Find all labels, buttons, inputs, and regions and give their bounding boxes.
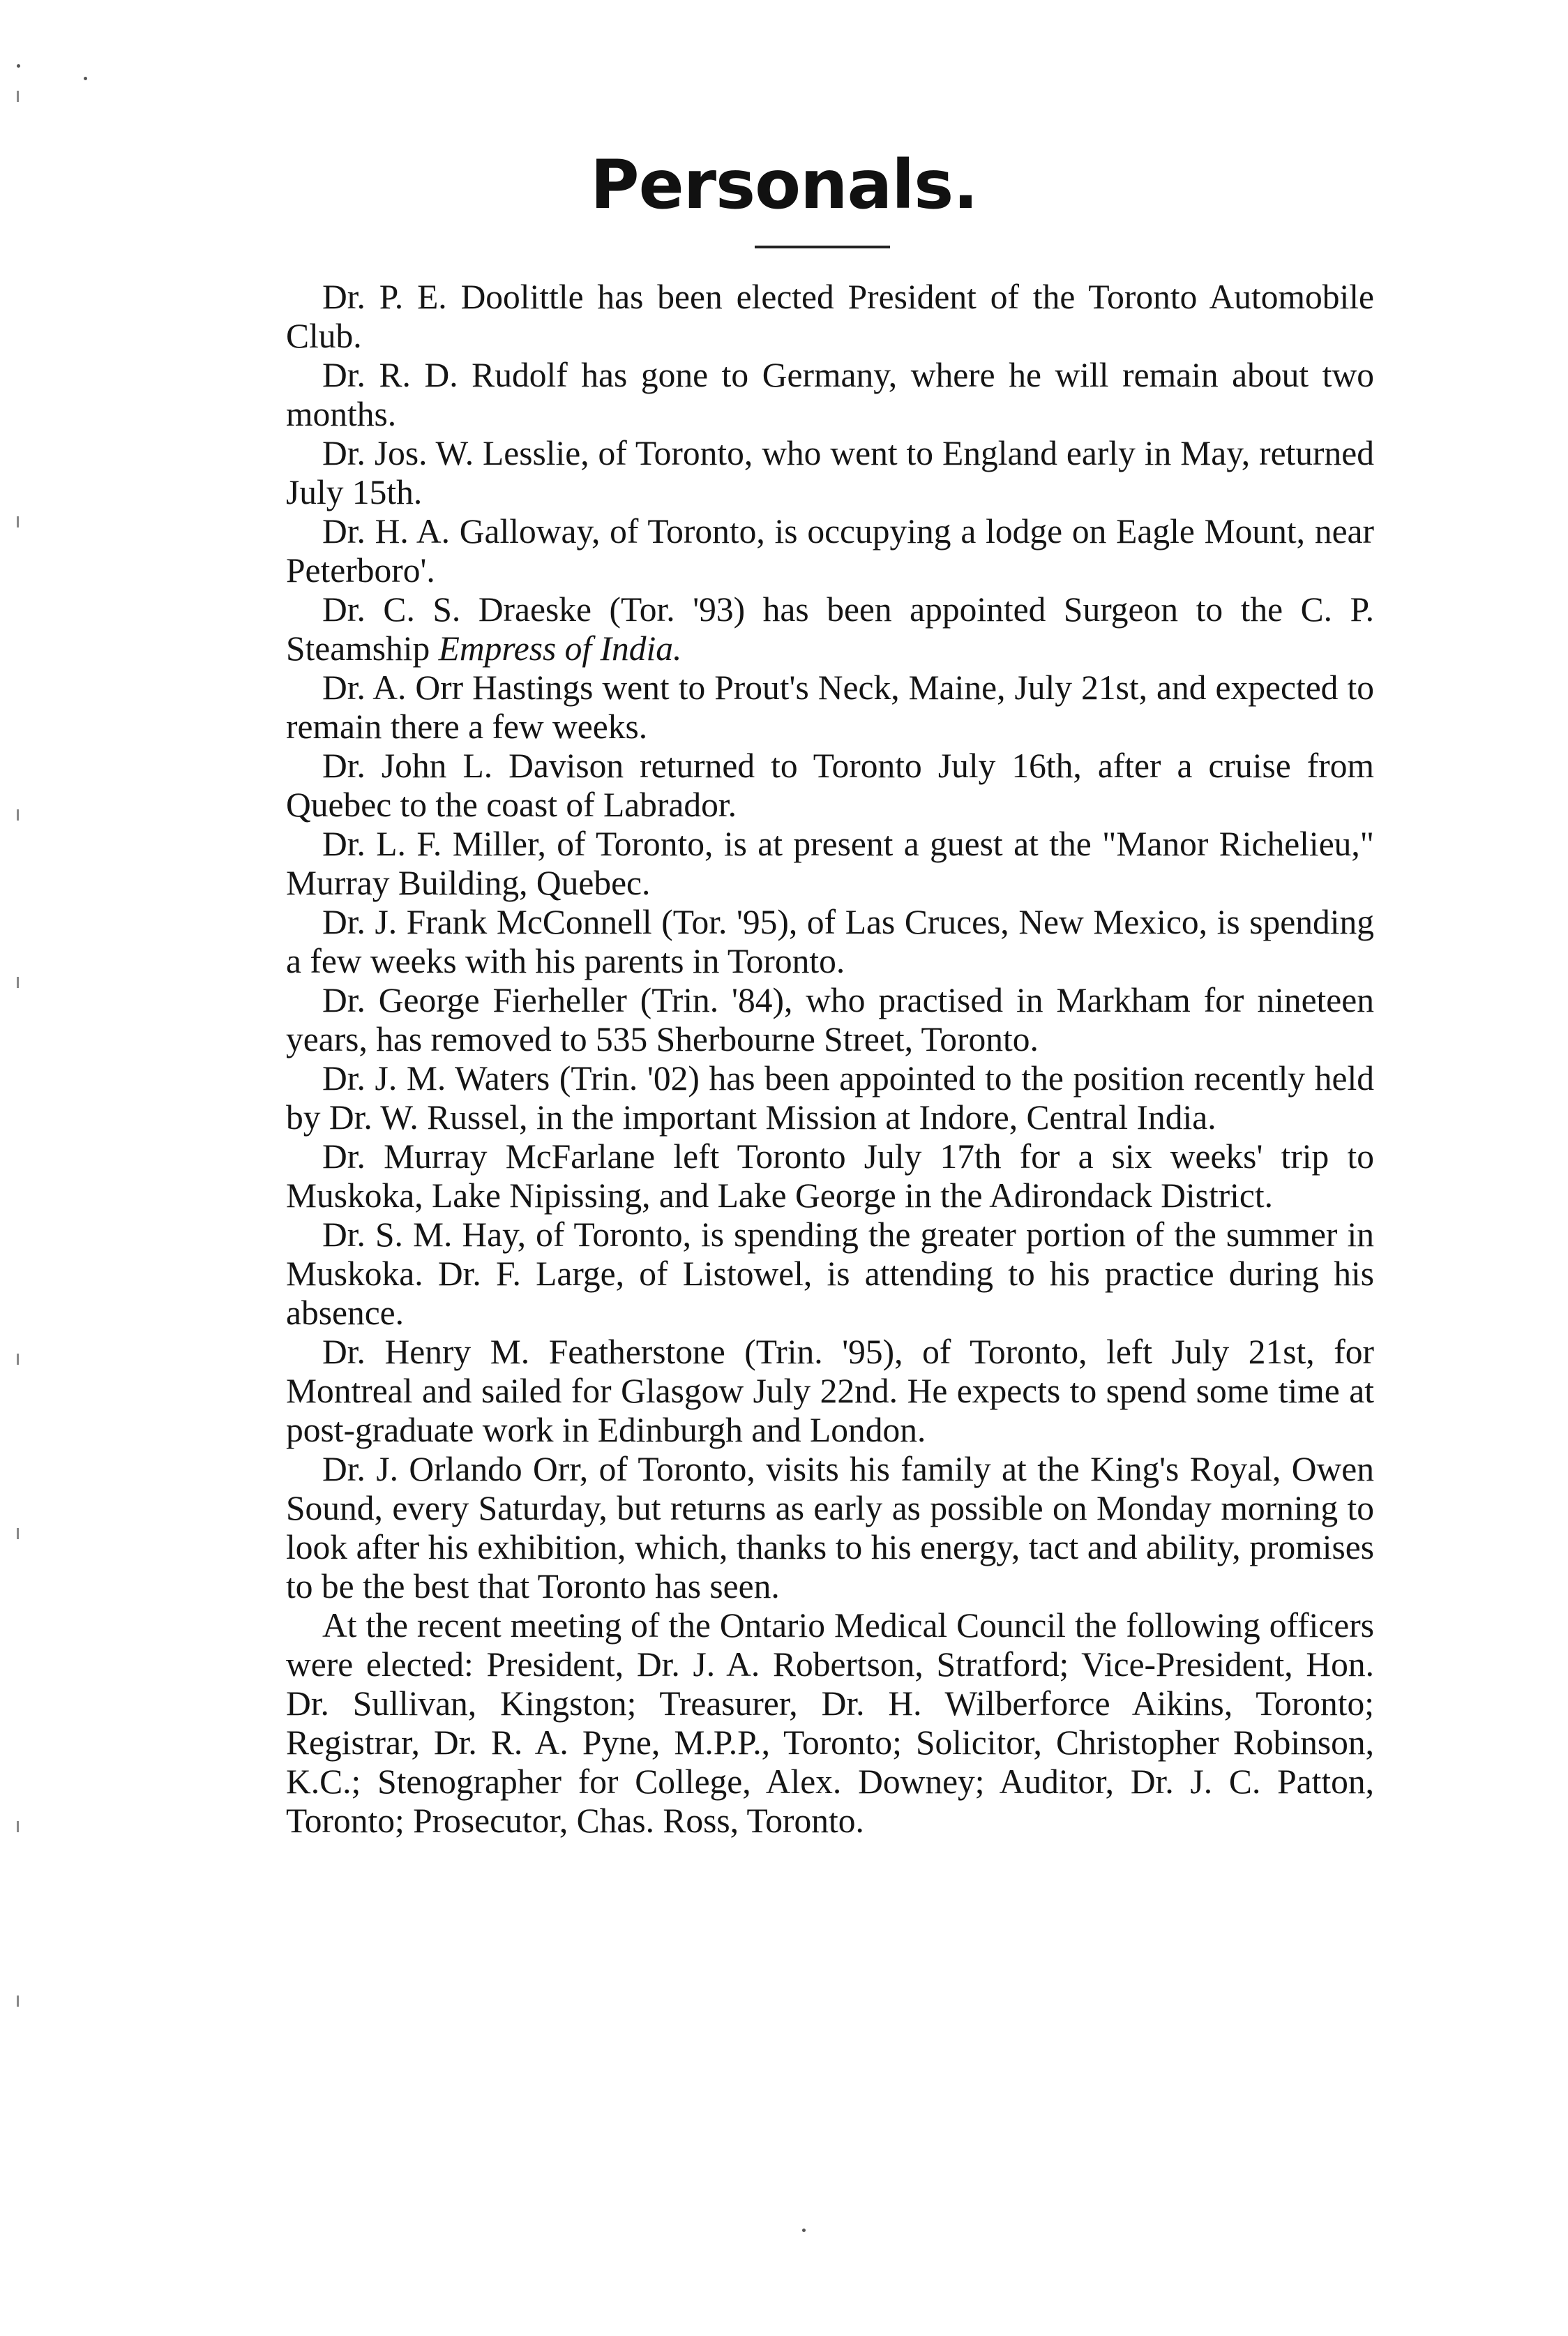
scan-speck xyxy=(17,1354,19,1365)
personal-item: Dr. Jos. W. Lesslie, of Toronto, who went to England early in May, returned July 15th. xyxy=(286,434,1374,511)
personal-item: Dr. J. Frank McConnell (Tor. '95), of Las Cruces, New Mexico, is spending a few weeks with his parents in Toronto. xyxy=(286,903,1374,980)
personal-item: Dr. L. F. Miller, of Toronto, is at present a guest at the "Manor Richelieu," Murray Building, Quebec. xyxy=(286,825,1374,902)
personal-item xyxy=(286,590,1374,668)
scan-speck xyxy=(17,1996,19,2007)
ship-name: Empress of India. xyxy=(438,629,682,668)
page-title: Personals. xyxy=(590,146,978,224)
personal-item: Dr. J. Orlando Orr, of Toronto, visits his family at the King's Royal, Owen Sound, every Saturday, but returns as early as possible on Monday morning to look after his exhibition, which, thanks to his energy, tact and ability, promises to be the best that Toronto has seen. xyxy=(286,1450,1374,1605)
title-rule xyxy=(755,246,890,248)
personal-item: Dr. A. Orr Hastings went to Prout's Neck, Maine, July 21st, and expected to remain there a few weeks. xyxy=(286,668,1374,746)
personal-item: Dr. Murray McFarlane left Toronto July 17th for a six weeks' trip to Muskoka, Lake Nipissing, and Lake George in the Adirondack District. xyxy=(286,1137,1374,1215)
article-body xyxy=(286,278,1374,1841)
personal-item: Dr. John L. Davison returned to Toronto July 16th, after a cruise from Quebec to the coast of Labrador. xyxy=(286,747,1374,824)
personal-item: Dr. Henry M. Featherstone (Trin. '95), of Toronto, left July 21st, for Montreal and sailed for Glasgow July 22nd. He expects to spend some time at post-graduate work in Edinburgh and London. xyxy=(286,1333,1374,1449)
scan-speck xyxy=(17,809,19,821)
scan-speck xyxy=(802,2229,806,2232)
scan-speck xyxy=(84,77,87,80)
personal-item-text: Dr. C. S. Draeske (Tor. '93) has been appointed Surgeon to the C. P. Steamship xyxy=(286,590,1374,668)
personal-item: Dr. P. E. Doolittle has been elected President of the Toronto Automobile Club. xyxy=(286,278,1374,355)
personal-item: Dr. H. A. Galloway, of Toronto, is occupying a lodge on Eagle Mount, near Peterboro'. xyxy=(286,512,1374,590)
scan-speck xyxy=(17,516,19,527)
scan-speck xyxy=(17,1821,19,1832)
personal-item: Dr. George Fierheller (Trin. '84), who practised in Markham for nineteen years, has removed to 535 Sherbourne Street, Toronto. xyxy=(286,981,1374,1058)
scan-speck xyxy=(17,91,19,102)
personal-item: Dr. S. M. Hay, of Toronto, is spending the greater portion of the summer in Muskoka. Dr. F. Large, of Listowel, is attending to his practice during his absence. xyxy=(286,1215,1374,1332)
scan-speck xyxy=(17,1528,19,1539)
personal-item: Dr. J. M. Waters (Trin. '02) has been appointed to the position recently held by Dr. W. Russel, in the important Mission at Indore, Central India. xyxy=(286,1059,1374,1137)
personal-item: Dr. R. D. Rudolf has gone to Germany, where he will remain about two months. xyxy=(286,356,1374,433)
scan-speck xyxy=(17,64,20,68)
council-officers: At the recent meeting of the Ontario Medical Council the following officers were elected: President, Dr. J. A. Robertson, Stratford; Vice-President, Hon. Dr. Sullivan, Kingston; Treasurer, Dr. H. Wilberforce Aikins, Toronto; Registrar, Dr. R. A. Pyne, M.P.P., Toronto; Solicitor, Christopher Robinson, K.C.; Stenographer for College, Alex. Downey; Auditor, Dr. J. C. Patton, Toronto; Prosecutor, Chas. Ross, Toronto. xyxy=(286,1606,1374,1840)
scan-speck xyxy=(17,977,19,988)
